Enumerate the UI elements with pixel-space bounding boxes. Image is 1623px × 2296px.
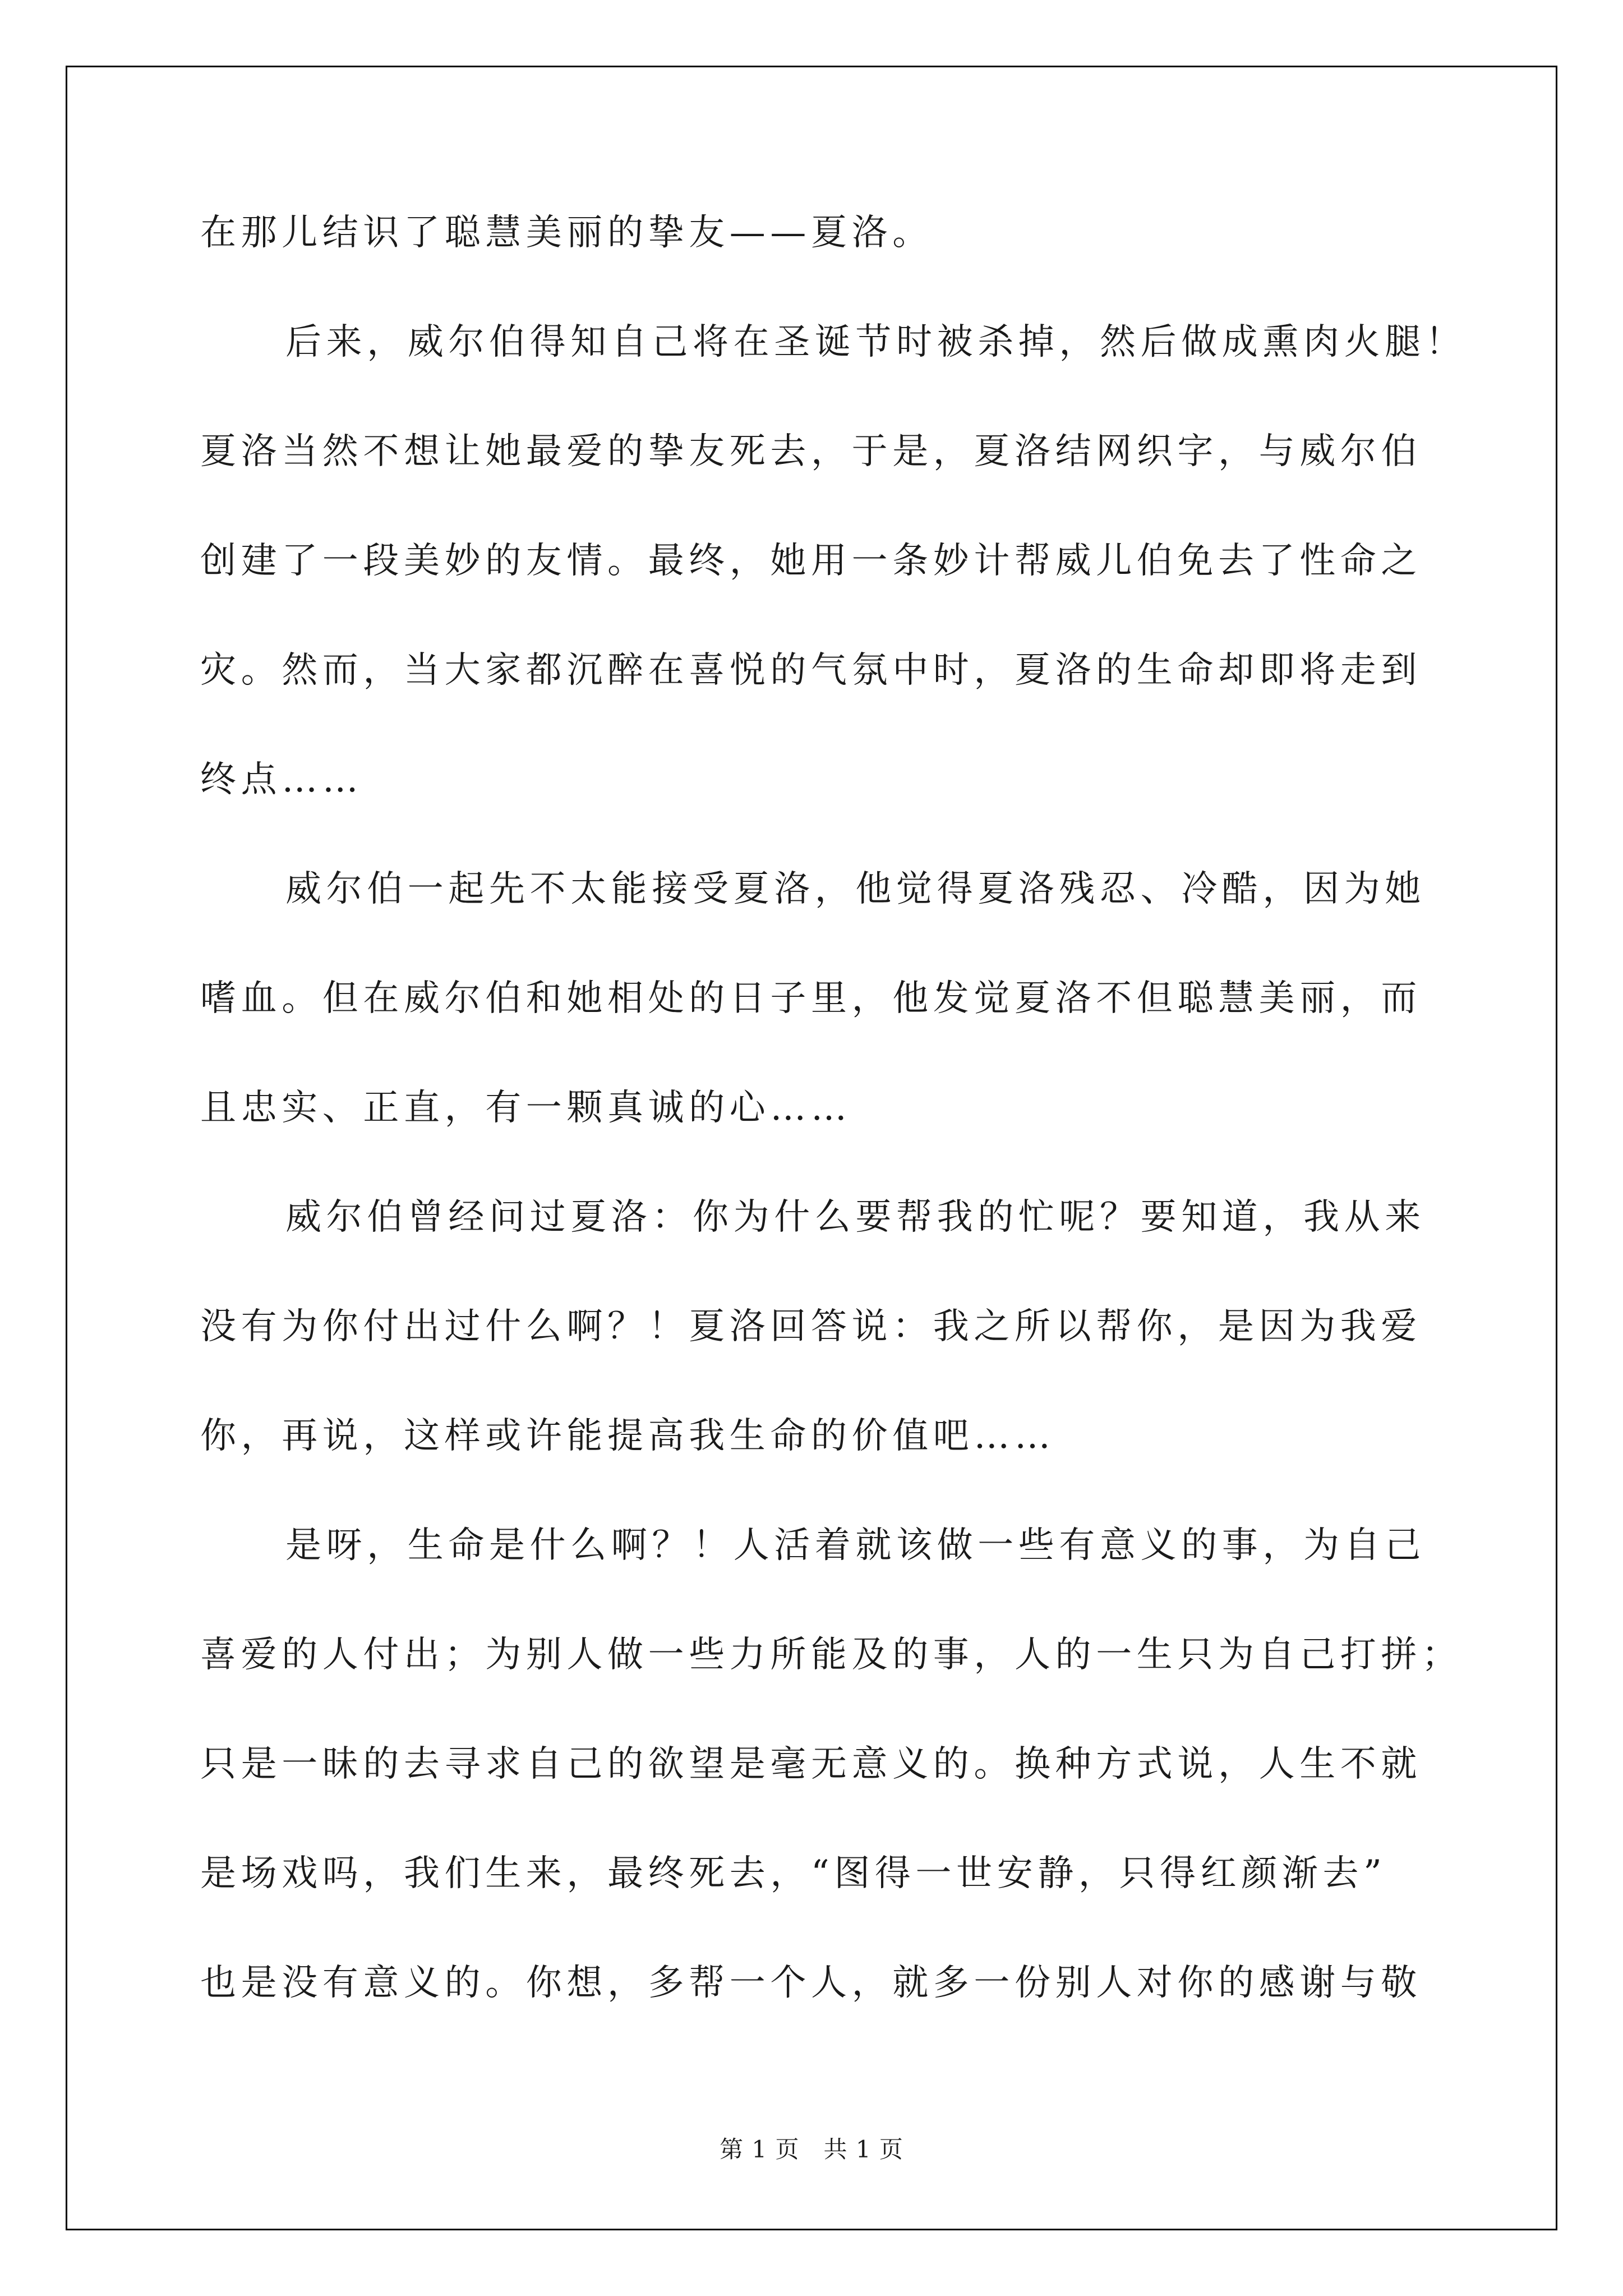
- text-line: 创建了一段美妙的友情。最终，她用一条妙计帮威儿伯免去了性命之: [200, 540, 1422, 582]
- text-line: 也是没有意义的。你想，多帮一个人，就多一份别人对你的感谢与敬: [200, 1962, 1422, 2004]
- text-line: 终点……: [200, 759, 363, 800]
- text-line: 灾。然而，当大家都沉醉在喜悦的气氛中时，夏洛的生命却即将走到: [200, 650, 1422, 691]
- paragraph-first-line: 威尔伯一起先不太能接受夏洛，他觉得夏洛残忍、冷酷，因为她: [285, 868, 1426, 910]
- text-line: 是场戏吗，我们生来，最终死去，“图得一世安静，只得红颜渐去”: [200, 1853, 1387, 1894]
- text-line: 嗜血。但在威尔伯和她相处的日子里，他发觉夏洛不但聪慧美丽，而: [200, 978, 1422, 1019]
- page-number: 第 1 页 共 1 页: [720, 2136, 903, 2163]
- text-line: 且忠实、正直，有一颗真诚的心……: [200, 1087, 852, 1129]
- page-border: [66, 66, 1557, 2230]
- text-line: 喜爱的人付出；为别人做一些力所能及的事，人的一生只为自己打拼；: [200, 1634, 1463, 1676]
- paragraph-first-line: 威尔伯曾经问过夏洛：你为什么要帮我的忙呢？要知道，我从来: [285, 1197, 1426, 1238]
- text-line: 只是一昧的去寻求自己的欲望是毫无意义的。换种方式说，人生不就: [200, 1743, 1422, 1785]
- text-line: 在那儿结识了聪慧美丽的挚友——夏洛。: [200, 212, 933, 254]
- text-line: 夏洛当然不想让她最爱的挚友死去，于是，夏洛结网织字，与威尔伯: [200, 431, 1422, 472]
- text-line: 你，再说，这样或许能提高我生命的价值吧……: [200, 1415, 1055, 1457]
- paragraph-first-line: 是呀，生命是什么啊？！人活着就该做一些有意义的事，为自己: [285, 1525, 1426, 1566]
- paragraph-first-line: 后来，威尔伯得知自己将在圣诞节时被杀掉，然后做成熏肉火腿！: [285, 321, 1467, 363]
- text-line: 没有为你付出过什么啊？！夏洛回答说：我之所以帮你，是因为我爱: [200, 1306, 1422, 1347]
